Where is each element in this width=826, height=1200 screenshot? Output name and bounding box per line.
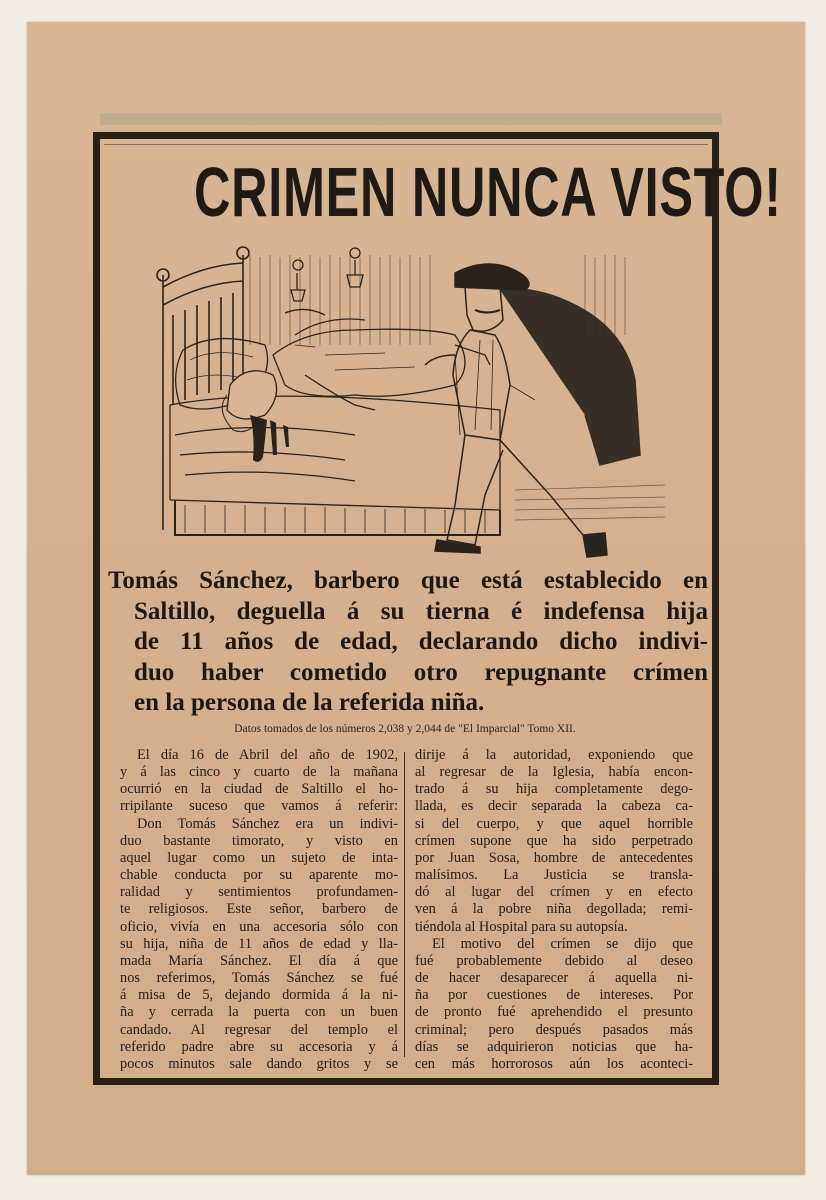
text-line: referido padre abre su accesoria y á	[120, 1038, 398, 1055]
text-line: tiéndola al Hospital para su autopsía.	[415, 918, 628, 935]
text-line: al regresar de la Iglesia, había encon-	[415, 764, 693, 781]
text-line: criminal; pero después pasados más	[415, 1021, 693, 1038]
wall-lamp-right	[347, 248, 363, 287]
text-line: El motivo del crímen se dijo que	[432, 935, 693, 952]
text-line: crímen supone que ha sido perpetrado	[415, 832, 693, 849]
text-line: á misa de 5, dejando dormida á la ni-	[120, 987, 398, 1004]
text-line: dirije á la autoridad, exponiendo que	[415, 747, 693, 763]
subhead-line: duo haber cometido otro repugnante crímen	[134, 658, 708, 686]
column-divider	[404, 752, 405, 1057]
woodcut-illustration	[155, 235, 675, 565]
text-line: rripilante suceso que vamos á referir:	[120, 798, 398, 815]
headline: CRIMEN NUNCA VISTO!	[193, 153, 782, 231]
text-line: cen más horrorosos aún los aconteci-	[415, 1055, 693, 1072]
subhead-line: Tomás Sánchez, barbero que está establecido en	[108, 567, 708, 594]
text-line: su hija, niña de 11 años de edad y lla-	[120, 935, 398, 952]
subhead-line: de 11 años de edad, declarando dicho indivi-	[134, 628, 708, 655]
text-line: pocos minutos sale dando gritos y se	[120, 1055, 398, 1072]
text-line: por Juan Sosa, hombre de antecedentes	[415, 849, 693, 866]
text-line: El día 16 de Abril del año de 1902,	[137, 747, 398, 763]
bleed-through-band	[100, 113, 722, 125]
blood-stain	[250, 415, 289, 462]
top-rule	[104, 144, 708, 145]
text-line: malísimos. La Justicia se transla-	[415, 867, 693, 884]
text-line: ralidad y sentimientos profundamen-	[120, 884, 398, 901]
text-line: y á las cinco y cuarto de la mañana	[120, 764, 398, 781]
text-line: dó al lugar del crímen y en efecto	[415, 884, 693, 901]
victim-figure	[222, 309, 490, 431]
subhead-line: Saltillo, deguella á su tierna é indefensa hija	[134, 597, 708, 625]
subhead-line: en la persona de la referida niña.	[134, 689, 485, 716]
text-line: de pronto fué aprehendido el presunto	[415, 1004, 693, 1021]
man-figure	[425, 264, 640, 557]
text-line: duo bastante timorato, y visto en	[120, 832, 398, 849]
text-line: fué probablemente debido al deseo	[415, 952, 693, 969]
text-line: mada María Sánchez. El día á que	[120, 952, 398, 969]
source-note: Datos tomados de los números 2,038 y 2,044 de "El Imparcial" Tomo XII.	[234, 723, 576, 735]
text-line: ña por cuestiones de intereses. Por	[415, 987, 693, 1004]
text-line: oficio, vivía en una accesoria sólo con	[120, 918, 398, 935]
text-line: candado. Al regresar del templo el	[120, 1021, 398, 1038]
text-line: ocurrió en la ciudad de Saltillo el ho-	[120, 781, 398, 798]
text-line: ven á la pobre niña degollada; remi-	[415, 901, 693, 918]
text-line: nos referimos, Tomás Sánchez se fué	[120, 970, 398, 987]
article-column-right	[415, 747, 693, 1073]
text-line: si del cuerpo, y que aquel horrible	[415, 815, 693, 832]
text-line: llada, es decir separada la cabeza ca-	[415, 798, 693, 815]
text-line: de hacer desaparecer á aquella ni-	[415, 970, 693, 987]
text-line: te religiosos. Este señor, barbero de	[120, 901, 398, 918]
text-line: chable conducta por su aparente mo-	[120, 867, 398, 884]
text-line: Don Tomás Sánchez era un indivi-	[137, 815, 398, 832]
text-line: días se adquirieron noticias que ha-	[415, 1038, 693, 1055]
article-column-left	[120, 747, 398, 1073]
text-line: ña y cerrada la puerta con un buen	[120, 1004, 398, 1021]
wall-lamp-left	[291, 260, 305, 301]
text-line: aquel lugar como un sujeto de inta-	[120, 849, 398, 866]
text-line: trado á su hija completamente dego-	[415, 781, 693, 798]
subheadline	[108, 566, 708, 719]
